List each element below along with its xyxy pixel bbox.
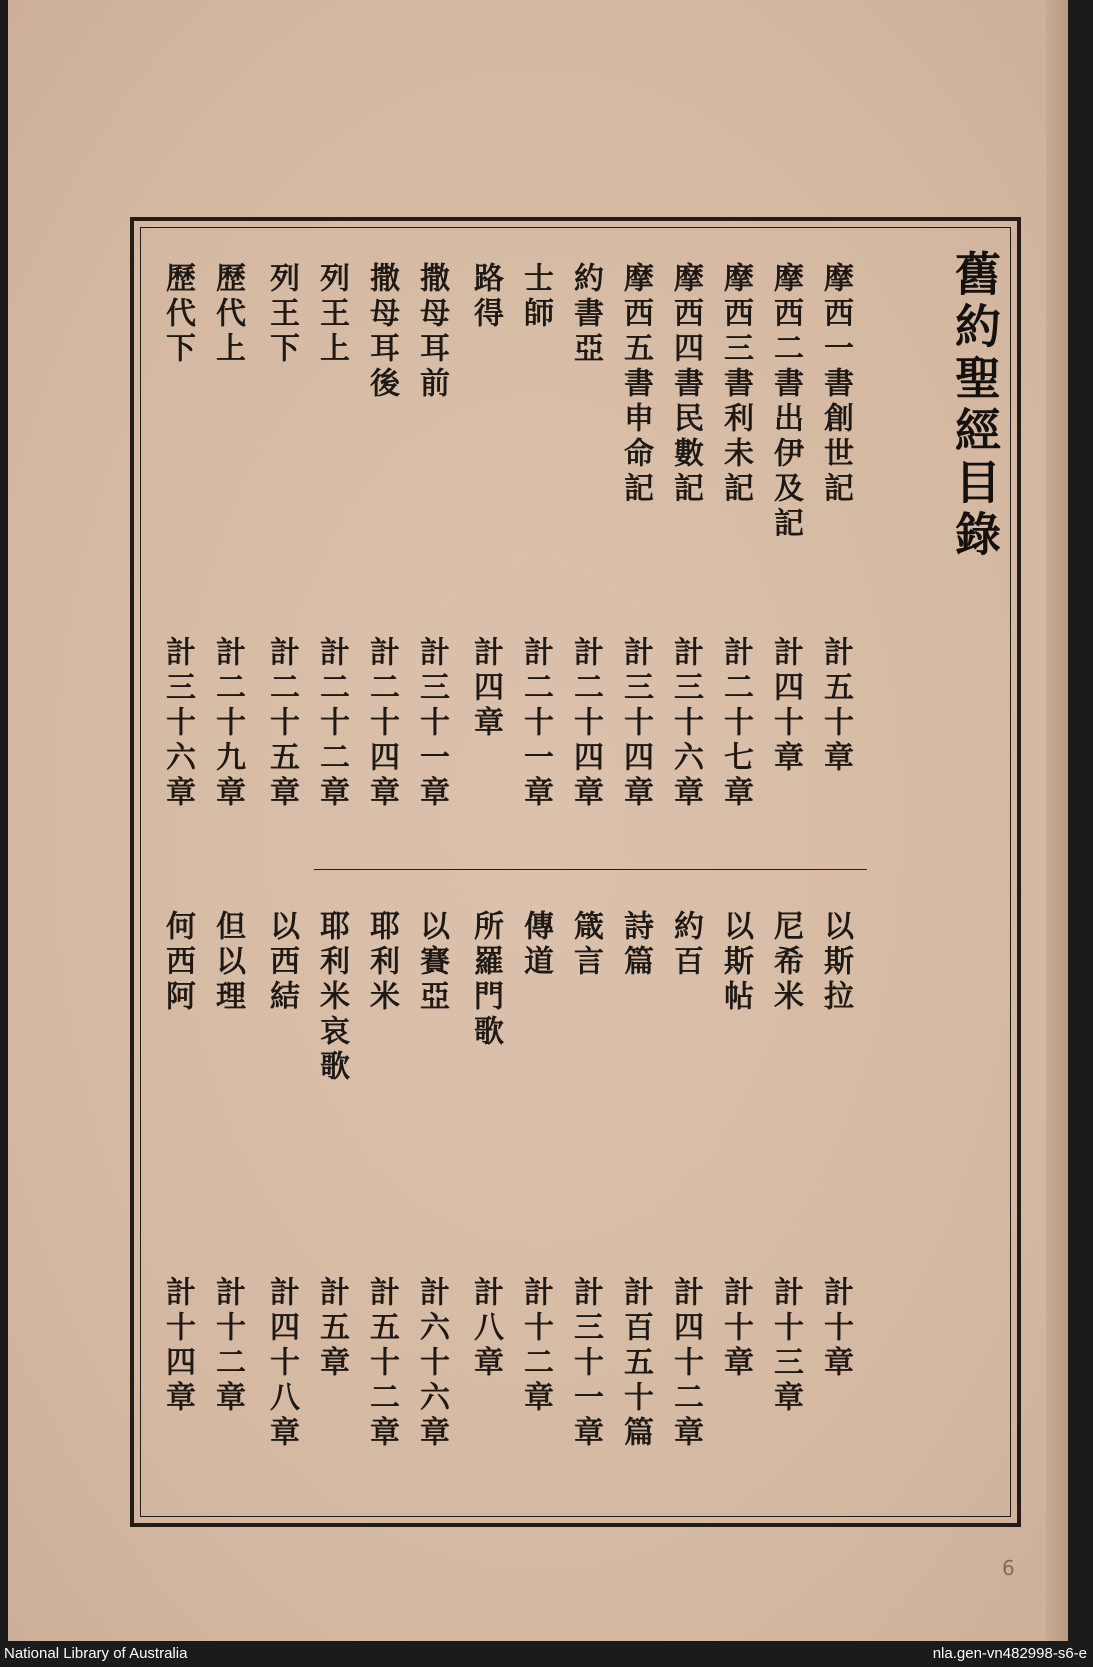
chapter-count: 計二十七章 (718, 636, 753, 811)
book-name: 路得 (468, 262, 503, 332)
book-name: 以斯帖 (718, 910, 753, 1015)
page-spine-edge (1046, 0, 1068, 1641)
book-name: 尼希米 (768, 910, 803, 1015)
book-name: 耶利米 (364, 910, 399, 1015)
page-number: 6 (1002, 1556, 1015, 1580)
chapter-count: 計五章 (314, 1276, 349, 1381)
chapter-count: 計二十一章 (518, 636, 553, 811)
chapter-count: 計三十四章 (618, 636, 653, 811)
book-name: 以西結 (264, 910, 299, 1015)
chapter-count: 計四章 (468, 636, 503, 741)
book-name: 摩西一書創世記 (818, 262, 853, 507)
book-name: 以賽亞 (414, 910, 449, 1015)
book-name: 摩西五書申命記 (618, 262, 653, 507)
footer-bar (0, 1641, 1093, 1667)
book-name: 列王上 (314, 262, 349, 367)
book-name: 摩西四書民數記 (668, 262, 703, 507)
footer-credit: National Library of Australia (4, 1645, 188, 1662)
book-name: 歷代上 (210, 262, 245, 367)
chapter-count: 計二十五章 (264, 636, 299, 811)
chapter-count: 計三十一章 (414, 636, 449, 811)
chapter-count: 計五十二章 (364, 1276, 399, 1451)
section-divider-line (314, 869, 867, 870)
scanned-page (8, 0, 1068, 1641)
chapter-count: 計三十六章 (160, 636, 195, 811)
chapter-count: 計十章 (718, 1276, 753, 1381)
chapter-count: 計百五十篇 (618, 1276, 653, 1451)
chapter-count: 計四十章 (768, 636, 803, 776)
chapter-count: 計十二章 (518, 1276, 553, 1416)
chapter-count: 計八章 (468, 1276, 503, 1381)
book-name: 撒母耳前 (414, 262, 449, 402)
chapter-count: 計六十六章 (414, 1276, 449, 1451)
book-name: 歷代下 (160, 262, 195, 367)
book-name: 但以理 (210, 910, 245, 1015)
chapter-count: 計十三章 (768, 1276, 803, 1416)
book-name: 撒母耳後 (364, 262, 399, 402)
chapter-count: 計二十二章 (314, 636, 349, 811)
page-title: 舊約聖經目錄 (948, 250, 1002, 562)
book-name: 以斯拉 (818, 910, 853, 1015)
chapter-count: 計十章 (818, 1276, 853, 1381)
chapter-count: 計二十九章 (210, 636, 245, 811)
chapter-count: 計三十一章 (568, 1276, 603, 1451)
book-name: 傳道 (518, 910, 553, 980)
chapter-count: 計四十八章 (264, 1276, 299, 1451)
chapter-count: 計十四章 (160, 1276, 195, 1416)
chapter-count: 計四十二章 (668, 1276, 703, 1451)
chapter-count: 計五十章 (818, 636, 853, 776)
book-name: 摩西三書利未記 (718, 262, 753, 507)
chapter-count: 計二十四章 (568, 636, 603, 811)
book-name: 箴言 (568, 910, 603, 980)
book-name: 列王下 (264, 262, 299, 367)
book-name: 耶利米哀歌 (314, 910, 349, 1085)
book-name: 摩西二書出伊及記 (768, 262, 803, 542)
book-name: 所羅門歌 (468, 910, 503, 1050)
chapter-count: 計十二章 (210, 1276, 245, 1416)
book-name: 約書亞 (568, 262, 603, 367)
chapter-count: 計二十四章 (364, 636, 399, 811)
book-name: 詩篇 (618, 910, 653, 980)
footer-identifier: nla.gen-vn482998-s6-e (932, 1645, 1087, 1662)
book-name: 約百 (668, 910, 703, 980)
book-name: 士師 (518, 262, 553, 332)
chapter-count: 計三十六章 (668, 636, 703, 811)
book-name: 何西阿 (160, 910, 195, 1015)
